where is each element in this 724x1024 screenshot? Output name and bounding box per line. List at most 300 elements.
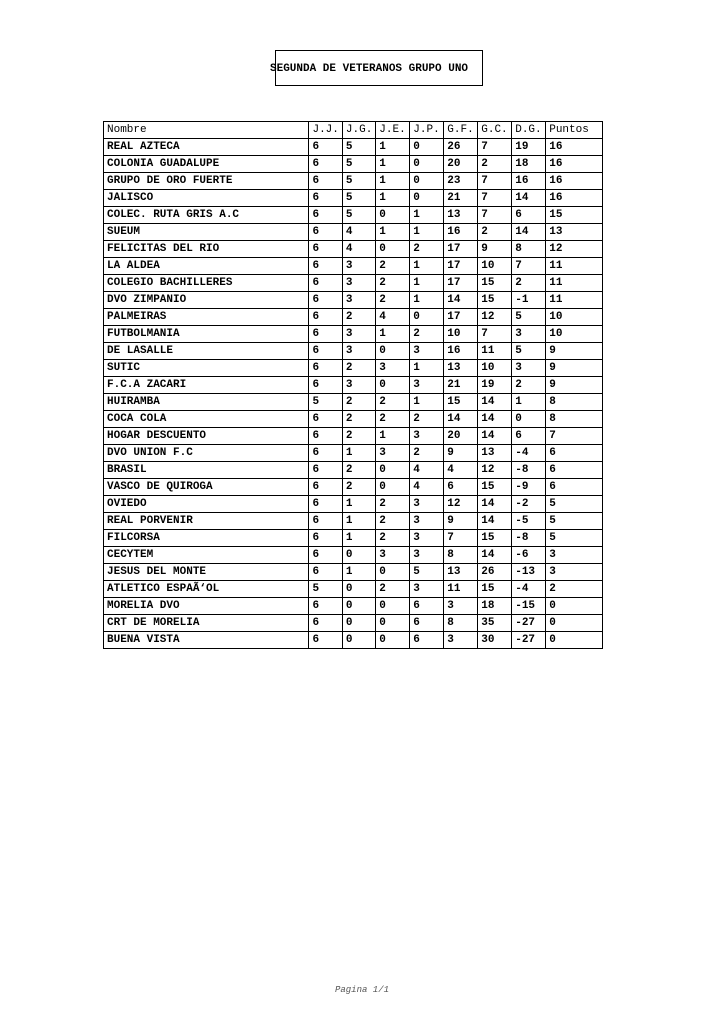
stat-cell: 5: [546, 530, 603, 547]
column-header: J.E.: [376, 122, 410, 139]
stat-cell: 14: [512, 224, 546, 241]
stat-cell: -27: [512, 615, 546, 632]
team-name-cell: FILCORSA: [104, 530, 309, 547]
stat-cell: 1: [376, 190, 410, 207]
stat-cell: 18: [478, 598, 512, 615]
stat-cell: 1: [410, 258, 444, 275]
stat-cell: 11: [546, 292, 603, 309]
stat-cell: 16: [444, 224, 478, 241]
stat-cell: 6: [309, 411, 342, 428]
stat-cell: 13: [444, 564, 478, 581]
stat-cell: -8: [512, 462, 546, 479]
stat-cell: -1: [512, 292, 546, 309]
stat-cell: 5: [512, 309, 546, 326]
stat-cell: 3: [410, 530, 444, 547]
page-footer: Pagina 1/1: [334, 985, 389, 995]
table-row: [104, 343, 603, 360]
stat-cell: 5: [546, 513, 603, 530]
stat-cell: 2: [376, 258, 410, 275]
stat-cell: 1: [376, 156, 410, 173]
stat-cell: 0: [376, 479, 410, 496]
stat-cell: 15: [478, 292, 512, 309]
table-header-row: [104, 122, 603, 139]
stat-cell: 0: [376, 377, 410, 394]
stat-cell: 2: [512, 275, 546, 292]
stat-cell: 3: [342, 258, 375, 275]
table-row: [104, 496, 603, 513]
stat-cell: 16: [444, 343, 478, 360]
team-name-cell: COCA COLA: [104, 411, 309, 428]
stat-cell: -5: [512, 513, 546, 530]
stat-cell: 15: [478, 479, 512, 496]
stat-cell: -8: [512, 530, 546, 547]
stat-cell: 2: [342, 360, 375, 377]
stat-cell: 4: [410, 462, 444, 479]
stat-cell: 6: [309, 377, 342, 394]
column-header: Puntos: [546, 122, 603, 139]
table-row: [104, 377, 603, 394]
stat-cell: 6: [546, 445, 603, 462]
stat-cell: 12: [546, 241, 603, 258]
stat-cell: 6: [309, 343, 342, 360]
stat-cell: 0: [546, 598, 603, 615]
stat-cell: 6: [546, 462, 603, 479]
stat-cell: 6: [309, 547, 342, 564]
stat-cell: 3: [376, 547, 410, 564]
stat-cell: 2: [478, 156, 512, 173]
stat-cell: 7: [512, 258, 546, 275]
team-name-cell: JALISCO: [104, 190, 309, 207]
stat-cell: 2: [342, 428, 375, 445]
stat-cell: 6: [512, 428, 546, 445]
stat-cell: 20: [444, 156, 478, 173]
stat-cell: 13: [444, 207, 478, 224]
stat-cell: -6: [512, 547, 546, 564]
stat-cell: 6: [512, 207, 546, 224]
team-name-cell: BRASIL: [104, 462, 309, 479]
stat-cell: 23: [444, 173, 478, 190]
stat-cell: 4: [376, 309, 410, 326]
stat-cell: -4: [512, 445, 546, 462]
stat-cell: 3: [546, 547, 603, 564]
table-row: [104, 598, 603, 615]
stat-cell: 1: [342, 513, 375, 530]
stat-cell: 5: [512, 343, 546, 360]
stat-cell: 10: [444, 326, 478, 343]
stat-cell: 1: [410, 207, 444, 224]
stat-cell: 16: [546, 156, 603, 173]
team-name-cell: F.C.A ZACARI: [104, 377, 309, 394]
table-row: [104, 309, 603, 326]
stat-cell: 3: [546, 564, 603, 581]
stat-cell: 9: [444, 513, 478, 530]
team-name-cell: MORELIA DVO: [104, 598, 309, 615]
stat-cell: 0: [410, 309, 444, 326]
stat-cell: 12: [478, 462, 512, 479]
stat-cell: 2: [478, 224, 512, 241]
stat-cell: 3: [342, 292, 375, 309]
stat-cell: 6: [309, 207, 342, 224]
stat-cell: 7: [444, 530, 478, 547]
stat-cell: 14: [478, 513, 512, 530]
stat-cell: 3: [410, 547, 444, 564]
stat-cell: 1: [342, 530, 375, 547]
stat-cell: 4: [342, 241, 375, 258]
table-row: [104, 411, 603, 428]
standings-table: [103, 121, 603, 649]
team-name-cell: VASCO DE QUIROGA: [104, 479, 309, 496]
stat-cell: 0: [410, 156, 444, 173]
stat-cell: 8: [546, 411, 603, 428]
stat-cell: 14: [444, 292, 478, 309]
stat-cell: 2: [342, 462, 375, 479]
team-name-cell: DE LASALLE: [104, 343, 309, 360]
table-row: [104, 190, 603, 207]
stat-cell: 20: [444, 428, 478, 445]
stat-cell: -2: [512, 496, 546, 513]
stat-cell: 16: [546, 190, 603, 207]
stat-cell: 2: [376, 530, 410, 547]
stat-cell: 15: [444, 394, 478, 411]
team-name-cell: LA ALDEA: [104, 258, 309, 275]
team-name-cell: DVO UNION F.C: [104, 445, 309, 462]
stat-cell: 2: [376, 513, 410, 530]
stat-cell: 3: [410, 343, 444, 360]
stat-cell: 6: [309, 309, 342, 326]
stat-cell: 19: [478, 377, 512, 394]
stat-cell: 7: [478, 173, 512, 190]
stat-cell: 6: [410, 598, 444, 615]
stat-cell: 3: [342, 275, 375, 292]
stat-cell: 1: [376, 326, 410, 343]
stat-cell: 6: [309, 275, 342, 292]
team-name-cell: FELICITAS DEL RIO: [104, 241, 309, 258]
stat-cell: 0: [546, 615, 603, 632]
column-header: Nombre: [104, 122, 309, 139]
stat-cell: 5: [410, 564, 444, 581]
stat-cell: 17: [444, 275, 478, 292]
stat-cell: -15: [512, 598, 546, 615]
stat-cell: 6: [309, 360, 342, 377]
table-row: [104, 632, 603, 649]
stat-cell: 0: [376, 207, 410, 224]
stat-cell: 5: [342, 139, 375, 156]
stat-cell: 10: [478, 258, 512, 275]
stat-cell: 2: [546, 581, 603, 598]
stat-cell: 13: [546, 224, 603, 241]
stat-cell: 6: [309, 190, 342, 207]
stat-cell: 0: [376, 632, 410, 649]
table-row: [104, 513, 603, 530]
table-row: [104, 445, 603, 462]
stat-cell: 6: [309, 513, 342, 530]
stat-cell: 0: [342, 615, 375, 632]
stat-cell: 6: [444, 479, 478, 496]
team-name-cell: COLEC. RUTA GRIS A.C: [104, 207, 309, 224]
team-name-cell: ATLETICO ESPAÃ‘OL: [104, 581, 309, 598]
stat-cell: 3: [342, 343, 375, 360]
table-row: [104, 139, 603, 156]
stat-cell: 6: [309, 462, 342, 479]
stat-cell: 2: [376, 394, 410, 411]
stat-cell: 14: [478, 428, 512, 445]
team-name-cell: FUTBOLMANIA: [104, 326, 309, 343]
stat-cell: 2: [376, 581, 410, 598]
stat-cell: 35: [478, 615, 512, 632]
stat-cell: 0: [342, 598, 375, 615]
column-header: D.G.: [512, 122, 546, 139]
stat-cell: -13: [512, 564, 546, 581]
stat-cell: 7: [478, 326, 512, 343]
stat-cell: 15: [546, 207, 603, 224]
stat-cell: 3: [410, 496, 444, 513]
team-name-cell: SUEUM: [104, 224, 309, 241]
stat-cell: 1: [410, 224, 444, 241]
stat-cell: 2: [376, 292, 410, 309]
stat-cell: 1: [410, 275, 444, 292]
stat-cell: 3: [444, 598, 478, 615]
stat-cell: 3: [410, 581, 444, 598]
stat-cell: 7: [546, 428, 603, 445]
table-row: [104, 241, 603, 258]
stat-cell: 9: [546, 360, 603, 377]
stat-cell: 2: [376, 496, 410, 513]
column-header: J.P.: [410, 122, 444, 139]
stat-cell: 6: [309, 292, 342, 309]
stat-cell: 1: [342, 496, 375, 513]
table-row: [104, 326, 603, 343]
stat-cell: 4: [410, 479, 444, 496]
stat-cell: 6: [410, 615, 444, 632]
stat-cell: 6: [309, 224, 342, 241]
stat-cell: 0: [342, 581, 375, 598]
stat-cell: 14: [512, 190, 546, 207]
stat-cell: 6: [309, 428, 342, 445]
team-name-cell: OVIEDO: [104, 496, 309, 513]
stat-cell: 2: [410, 411, 444, 428]
table-row: [104, 615, 603, 632]
stat-cell: 18: [512, 156, 546, 173]
stat-cell: 2: [410, 326, 444, 343]
stat-cell: -9: [512, 479, 546, 496]
team-name-cell: PALMEIRAS: [104, 309, 309, 326]
stat-cell: 15: [478, 530, 512, 547]
stat-cell: 6: [309, 445, 342, 462]
table-row: [104, 394, 603, 411]
table-body: [104, 139, 603, 649]
stat-cell: 11: [478, 343, 512, 360]
table-row: [104, 173, 603, 190]
stat-cell: 15: [478, 275, 512, 292]
stat-cell: 3: [376, 445, 410, 462]
stat-cell: 0: [376, 598, 410, 615]
table-row: [104, 360, 603, 377]
team-name-cell: SUTIC: [104, 360, 309, 377]
stat-cell: 11: [546, 258, 603, 275]
stat-cell: 6: [309, 632, 342, 649]
stat-cell: 1: [410, 360, 444, 377]
team-name-cell: GRUPO DE ORO FUERTE: [104, 173, 309, 190]
table-row: [104, 275, 603, 292]
stat-cell: 8: [444, 547, 478, 564]
stat-cell: 17: [444, 309, 478, 326]
stat-cell: 3: [512, 326, 546, 343]
stat-cell: 3: [342, 377, 375, 394]
stat-cell: 5: [309, 581, 342, 598]
stat-cell: 0: [410, 173, 444, 190]
stat-cell: 12: [444, 496, 478, 513]
stat-cell: 14: [478, 496, 512, 513]
stat-cell: 9: [546, 377, 603, 394]
stat-cell: 5: [342, 156, 375, 173]
stat-cell: 10: [478, 360, 512, 377]
stat-cell: 21: [444, 377, 478, 394]
stat-cell: 0: [376, 615, 410, 632]
stat-cell: 0: [376, 241, 410, 258]
stat-cell: 3: [410, 428, 444, 445]
column-header: G.C.: [478, 122, 512, 139]
stat-cell: 2: [512, 377, 546, 394]
column-header: J.J.: [309, 122, 342, 139]
stat-cell: 14: [478, 547, 512, 564]
stat-cell: 1: [376, 224, 410, 241]
stat-cell: 0: [512, 411, 546, 428]
stat-cell: 2: [376, 411, 410, 428]
stat-cell: 14: [478, 411, 512, 428]
stat-cell: 6: [309, 615, 342, 632]
stat-cell: 3: [444, 632, 478, 649]
stat-cell: 11: [444, 581, 478, 598]
stat-cell: 6: [309, 326, 342, 343]
stat-cell: 6: [309, 479, 342, 496]
team-name-cell: CRT DE MORELIA: [104, 615, 309, 632]
stat-cell: 26: [478, 564, 512, 581]
stat-cell: 21: [444, 190, 478, 207]
stat-cell: 4: [444, 462, 478, 479]
team-name-cell: REAL AZTECA: [104, 139, 309, 156]
stat-cell: 5: [342, 207, 375, 224]
stat-cell: 0: [342, 547, 375, 564]
table-row: [104, 581, 603, 598]
stat-cell: 11: [546, 275, 603, 292]
stat-cell: 3: [342, 326, 375, 343]
stat-cell: 2: [410, 241, 444, 258]
stat-cell: 2: [342, 394, 375, 411]
stat-cell: 16: [546, 139, 603, 156]
stat-cell: 6: [309, 241, 342, 258]
stat-cell: 0: [342, 632, 375, 649]
stat-cell: -4: [512, 581, 546, 598]
stat-cell: 0: [410, 190, 444, 207]
stat-cell: 6: [309, 156, 342, 173]
stat-cell: 1: [342, 445, 375, 462]
page-title: SEGUNDA DE VETERANOS GRUPO UNO: [270, 63, 469, 75]
team-name-cell: CECYTEM: [104, 547, 309, 564]
stat-cell: 16: [546, 173, 603, 190]
stat-cell: 10: [546, 309, 603, 326]
table-row: [104, 547, 603, 564]
stat-cell: 1: [376, 428, 410, 445]
stat-cell: 6: [309, 564, 342, 581]
stat-cell: 1: [376, 139, 410, 156]
stat-cell: 2: [342, 411, 375, 428]
table-row: [104, 224, 603, 241]
stat-cell: 10: [546, 326, 603, 343]
stat-cell: 5: [309, 394, 342, 411]
stat-cell: 0: [376, 343, 410, 360]
team-name-cell: BUENA VISTA: [104, 632, 309, 649]
stat-cell: 6: [309, 496, 342, 513]
stat-cell: 6: [309, 530, 342, 547]
team-name-cell: HOGAR DESCUENTO: [104, 428, 309, 445]
table-row: [104, 428, 603, 445]
stat-cell: 1: [342, 564, 375, 581]
stat-cell: 7: [478, 190, 512, 207]
table-row: [104, 156, 603, 173]
team-name-cell: JESUS DEL MONTE: [104, 564, 309, 581]
team-name-cell: REAL PORVENIR: [104, 513, 309, 530]
stat-cell: 19: [512, 139, 546, 156]
stat-cell: 2: [410, 445, 444, 462]
stat-cell: 6: [410, 632, 444, 649]
team-name-cell: COLONIA GUADALUPE: [104, 156, 309, 173]
table-row: [104, 479, 603, 496]
stat-cell: 30: [478, 632, 512, 649]
stat-cell: 4: [342, 224, 375, 241]
stat-cell: 2: [376, 275, 410, 292]
stat-cell: 13: [478, 445, 512, 462]
team-name-cell: HUIRAMBA: [104, 394, 309, 411]
table-row: [104, 207, 603, 224]
stat-cell: 1: [410, 292, 444, 309]
stat-cell: 2: [342, 479, 375, 496]
stat-cell: 26: [444, 139, 478, 156]
stat-cell: 8: [546, 394, 603, 411]
stat-cell: 6: [309, 139, 342, 156]
table-row: [104, 292, 603, 309]
stat-cell: 9: [478, 241, 512, 258]
stat-cell: 0: [376, 564, 410, 581]
table-row: [104, 462, 603, 479]
stat-cell: 7: [478, 207, 512, 224]
stat-cell: 17: [444, 258, 478, 275]
table-row: [104, 564, 603, 581]
stat-cell: 8: [444, 615, 478, 632]
stat-cell: 6: [309, 598, 342, 615]
table-row: [104, 258, 603, 275]
stat-cell: 9: [444, 445, 478, 462]
team-name-cell: DVO ZIMPANIO: [104, 292, 309, 309]
stat-cell: 3: [410, 377, 444, 394]
stat-cell: 3: [376, 360, 410, 377]
stat-cell: 17: [444, 241, 478, 258]
stat-cell: 5: [342, 173, 375, 190]
stat-cell: 0: [410, 139, 444, 156]
stat-cell: 5: [546, 496, 603, 513]
stat-cell: 6: [546, 479, 603, 496]
stat-cell: -27: [512, 632, 546, 649]
stat-cell: 1: [410, 394, 444, 411]
stat-cell: 1: [512, 394, 546, 411]
stat-cell: 0: [376, 462, 410, 479]
team-name-cell: COLEGIO BACHILLERES: [104, 275, 309, 292]
stat-cell: 3: [512, 360, 546, 377]
stat-cell: 12: [478, 309, 512, 326]
column-header: J.G.: [342, 122, 375, 139]
stat-cell: 0: [546, 632, 603, 649]
stat-cell: 1: [376, 173, 410, 190]
stat-cell: 5: [342, 190, 375, 207]
